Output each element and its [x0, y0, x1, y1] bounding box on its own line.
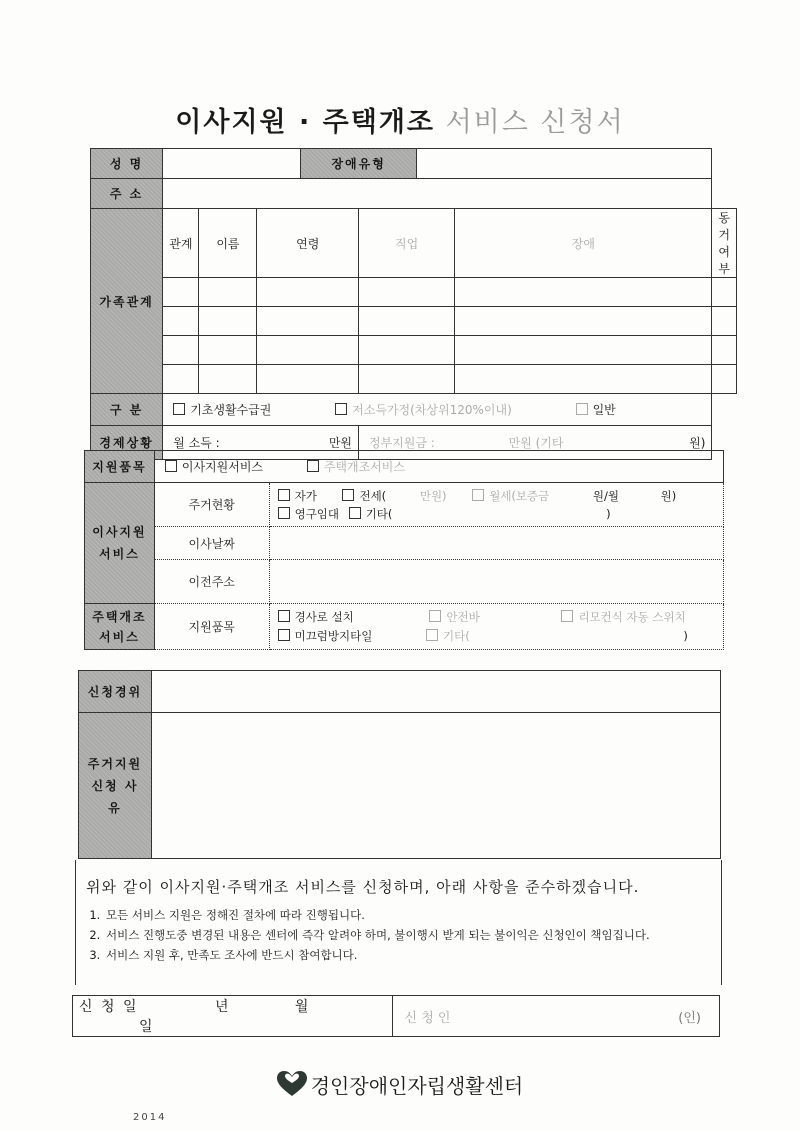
category-option-low-income[interactable]	[335, 401, 512, 418]
month-label: 월	[294, 999, 309, 1015]
family-label: 가족관계	[91, 209, 163, 394]
declaration-main: 위와 같이 이사지원·주택개조 서비스를 신청하며, 아래 사항을 준수하겠습니다.	[86, 878, 640, 896]
year-label: 년	[214, 999, 229, 1015]
title-bold: 이사지원 · 주택개조	[175, 107, 436, 138]
option-label: 주택개조서비스	[323, 460, 405, 474]
monthly-income-label: 월 소득 :	[173, 436, 220, 450]
checkbox-icon[interactable]	[278, 507, 290, 519]
option-label: 기초생활수급권	[190, 403, 272, 417]
renovation-other[interactable]	[426, 627, 470, 646]
family-cell[interactable]	[455, 307, 712, 336]
declaration-item: 1. 모든 서비스 지원은 정해진 절차에 따라 진행됩니다.	[104, 905, 721, 925]
housing-status-options	[269, 483, 723, 527]
signature-table	[72, 995, 720, 1037]
option-label: 영구임대	[294, 506, 340, 521]
moving-service-label: 이사지원 서비스	[85, 483, 155, 604]
address-field[interactable]	[163, 179, 712, 209]
support-items-label: 지원품목	[85, 451, 155, 483]
family-cell[interactable]	[163, 365, 199, 394]
family-cell[interactable]	[359, 336, 455, 365]
option-label: 기타(	[365, 506, 393, 521]
family-row	[91, 336, 737, 365]
checkbox-icon[interactable]	[472, 489, 484, 501]
housing-other[interactable]	[349, 505, 393, 523]
checkbox-icon[interactable]	[173, 403, 185, 415]
disability-type-label: 장애유형	[301, 149, 417, 179]
option-label: 전세(	[359, 488, 387, 503]
checkbox-icon[interactable]	[165, 460, 177, 472]
family-cell[interactable]	[257, 307, 359, 336]
category-label: 구 분	[91, 394, 163, 426]
family-cell[interactable]	[455, 336, 712, 365]
previous-address-label: 이전주소	[154, 560, 269, 604]
checkbox-icon[interactable]	[278, 610, 290, 622]
renovation-ramp[interactable]	[278, 608, 354, 627]
other-tail: )	[606, 506, 611, 521]
reason-field[interactable]	[151, 713, 720, 859]
applicant-info-table	[90, 148, 737, 460]
declaration-item: 2. 서비스 진행도중 변경된 내용은 센터에 즉각 알려야 하며, 불이행시 받게 되는 불이익은 신청인이 책임집니다.	[104, 925, 721, 945]
renovation-items-label: 지원품목	[154, 604, 269, 650]
application-background-field[interactable]	[151, 671, 720, 713]
gov-support-label: 정부지원금 :	[369, 436, 435, 450]
family-cell[interactable]	[712, 278, 737, 307]
service-request-table	[84, 450, 724, 650]
gov-support-unit: 만원 (기타	[508, 436, 564, 450]
family-cell[interactable]	[163, 278, 199, 307]
option-label: 일반	[592, 403, 616, 417]
family-col-relation: 관계	[163, 209, 199, 278]
option-label: 저소득가정(차상위120%이내)	[352, 403, 512, 417]
family-col-disability: 장애	[455, 209, 712, 278]
checkbox-icon[interactable]	[426, 629, 438, 641]
rent-unit: 원/월	[592, 488, 619, 503]
family-cell[interactable]	[199, 336, 257, 365]
org-name: 경인장애인자립생활센터	[310, 1074, 524, 1098]
option-label: 이사지원서비스	[181, 460, 264, 474]
family-row	[91, 365, 737, 394]
housing-status-label: 주거현황	[154, 483, 269, 527]
reason-label-line1: 주거지원	[87, 756, 143, 771]
family-row	[91, 307, 737, 336]
checkbox-icon[interactable]	[576, 403, 588, 415]
family-cell[interactable]	[163, 307, 199, 336]
moving-date-field[interactable]	[269, 527, 723, 560]
family-cell[interactable]	[199, 278, 257, 307]
option-label: 기타(	[443, 628, 470, 643]
category-option-general[interactable]	[576, 401, 616, 418]
family-col-job: 직업	[359, 209, 455, 278]
checkbox-icon[interactable]	[429, 610, 441, 622]
option-label: 리모컨식 자동 스위치	[578, 609, 686, 624]
declaration-item: 3. 서비스 지원 후, 만족도 조사에 반드시 참여합니다.	[104, 945, 721, 965]
seal-label: (인)	[678, 1010, 701, 1026]
name-label: 성 명	[91, 149, 163, 179]
family-cell[interactable]	[199, 307, 257, 336]
jeonse-unit: 만원)	[419, 488, 447, 503]
renovation-service-label: 주택개조 서비스	[85, 604, 155, 650]
family-cell[interactable]	[712, 336, 737, 365]
checkbox-icon[interactable]	[349, 507, 361, 519]
family-col-name: 이름	[199, 209, 257, 278]
family-cell[interactable]	[455, 365, 712, 394]
name-field[interactable]	[163, 149, 301, 179]
checkbox-icon[interactable]	[278, 629, 290, 641]
category-options	[163, 394, 712, 426]
declaration	[75, 860, 722, 985]
checkbox-icon[interactable]	[335, 403, 347, 415]
family-col-cohabit: 동거여부	[712, 209, 737, 278]
housing-permanent-rental[interactable]	[278, 505, 339, 523]
renovation-options	[269, 604, 723, 650]
housing-monthly-rent[interactable]	[472, 487, 549, 505]
family-cell[interactable]	[257, 365, 359, 394]
family-cell[interactable]	[257, 336, 359, 365]
option-label: 자가	[294, 488, 317, 503]
renovation-other-tail: )	[683, 628, 688, 643]
support-items-options	[154, 451, 723, 483]
reason-table	[78, 670, 721, 859]
reason-label-line2: 신청 사유	[91, 778, 139, 815]
application-background-label: 신청경위	[79, 671, 152, 713]
footer-org	[0, 1070, 800, 1099]
checkbox-icon[interactable]	[307, 460, 319, 472]
reason-label	[79, 713, 152, 859]
option-label: 경사로 설치	[294, 609, 354, 624]
family-cell[interactable]	[359, 307, 455, 336]
family-cell[interactable]	[257, 278, 359, 307]
option-label: 안전바	[446, 609, 480, 624]
checkbox-icon[interactable]	[342, 489, 354, 501]
renovation-antislip-tile[interactable]	[278, 627, 373, 646]
heart-logo-icon	[277, 1071, 307, 1097]
application-date[interactable]	[73, 996, 393, 1037]
renovation-remote-switch[interactable]	[561, 608, 685, 627]
option-moving-service[interactable]	[165, 458, 263, 475]
family-cell[interactable]	[455, 278, 712, 307]
checkbox-icon[interactable]	[278, 489, 290, 501]
category-option-basic[interactable]	[173, 401, 271, 418]
checkbox-icon[interactable]	[561, 610, 573, 622]
day-label: 일	[139, 1019, 153, 1035]
family-cell[interactable]	[359, 365, 455, 394]
housing-own[interactable]	[278, 487, 317, 505]
family-row	[91, 278, 737, 307]
renovation-safety-bar[interactable]	[429, 608, 479, 627]
rent-tail: 원)	[660, 488, 677, 503]
previous-address-field[interactable]	[269, 560, 723, 604]
option-renovation-service[interactable]	[307, 458, 405, 475]
family-cell[interactable]	[712, 365, 737, 394]
economic-label: 경제상황	[91, 426, 163, 460]
family-cell[interactable]	[163, 336, 199, 365]
monthly-income-unit: 만원	[328, 436, 352, 450]
gov-support-tail: 원)	[689, 436, 706, 450]
moving-date-label: 이사날짜	[154, 527, 269, 560]
address-label: 주 소	[91, 179, 163, 209]
family-cell[interactable]	[199, 365, 257, 394]
page-title	[0, 100, 800, 139]
applicant-signature[interactable]	[392, 996, 719, 1037]
page-code: 2014	[133, 1112, 167, 1123]
option-label: 월세(보증금	[489, 488, 550, 503]
family-cell[interactable]	[712, 307, 737, 336]
declaration-list	[76, 905, 721, 965]
family-col-age: 연령	[257, 209, 359, 278]
applicant-label: 신 청 인	[404, 1010, 451, 1026]
date-label: 신 청 일	[79, 999, 139, 1015]
option-label: 미끄럼방지타일	[294, 628, 373, 643]
family-cell[interactable]	[359, 278, 455, 307]
disability-type-field[interactable]	[416, 149, 712, 179]
housing-jeonse[interactable]	[342, 487, 386, 505]
title-faded: 서비스 신청서	[435, 107, 625, 138]
